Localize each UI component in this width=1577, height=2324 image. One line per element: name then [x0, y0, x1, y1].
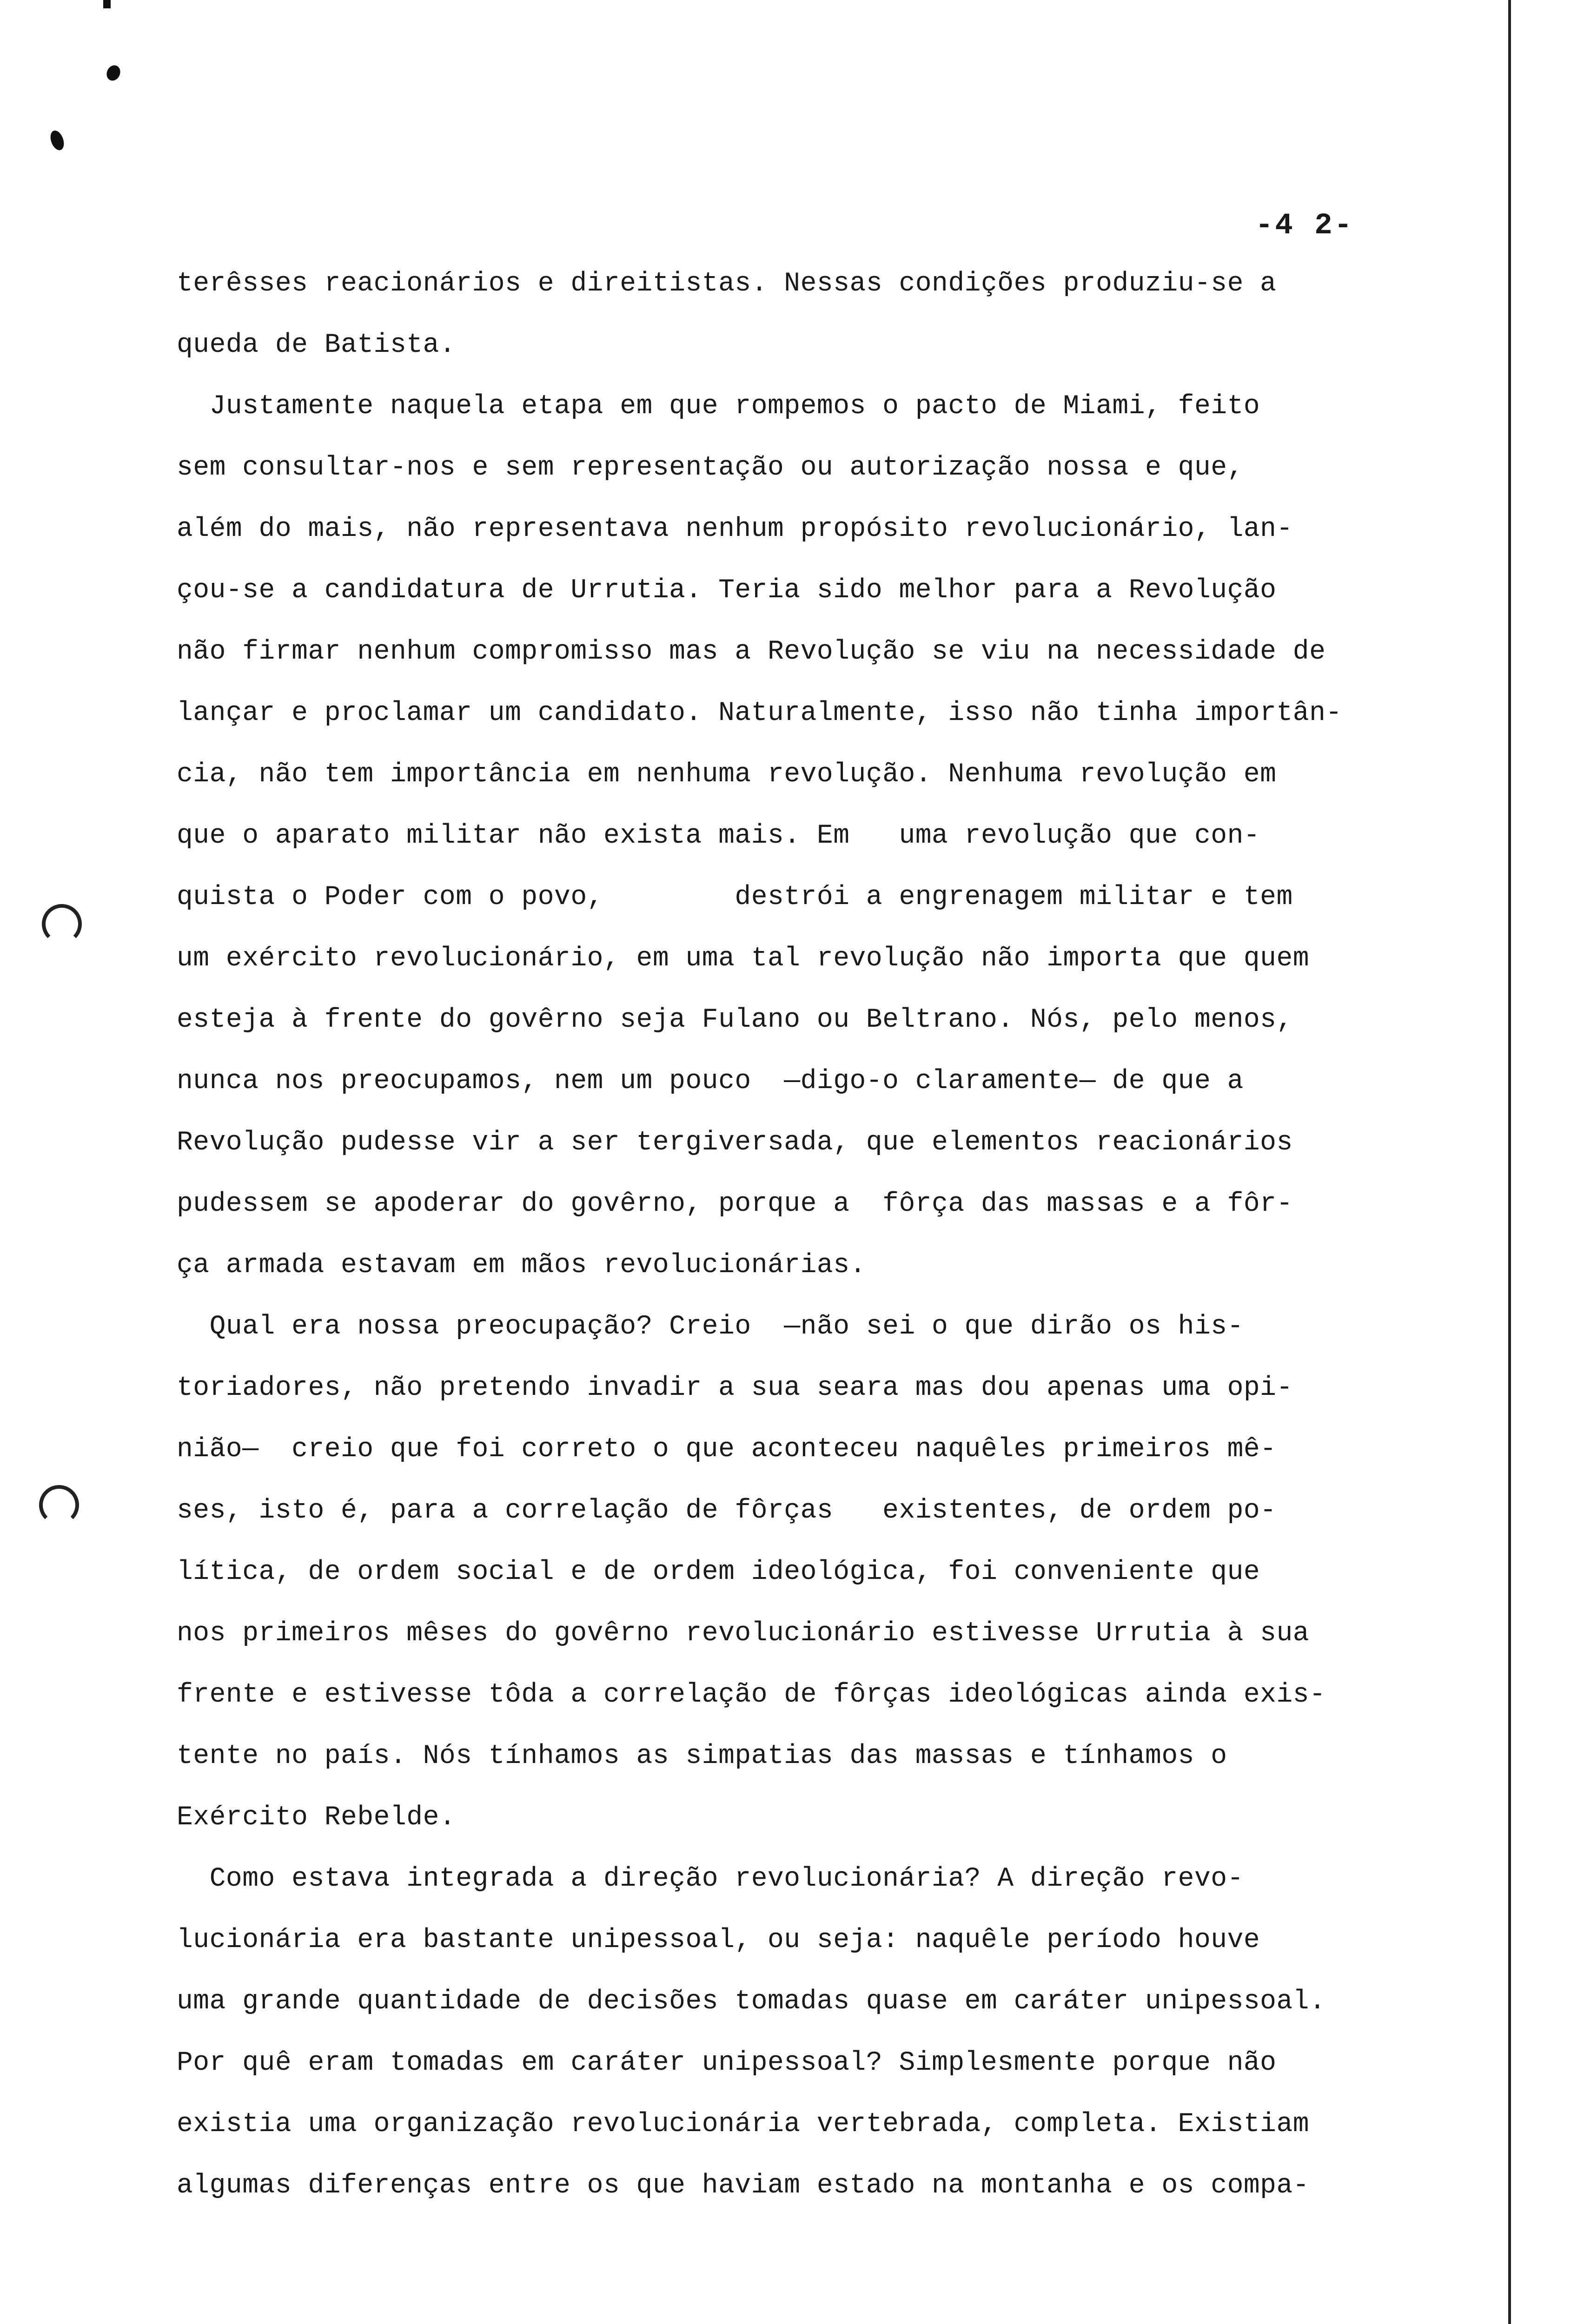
- right-margin-rule: [1508, 0, 1511, 2324]
- text-line: Por quê eram tomadas em caráter unipessoal? Simplesmente porque não: [177, 2048, 1277, 2078]
- text-line: Qual era nossa preocupação? Creio —não sei o que dirão os his-: [177, 1312, 1244, 1342]
- text-line: que o aparato militar não exista mais. Em uma revolução que con-: [177, 821, 1260, 851]
- text-line: toriadores, não pretendo invadir a sua seara mas dou apenas uma opi-: [177, 1373, 1293, 1403]
- text-line: frente e estivesse tôda a correlação de fôrças ideológicas ainda exis-: [177, 1680, 1326, 1710]
- text-line: nos primeiros mêses do govêrno revolucionário estivesse Urrutia à sua: [177, 1618, 1310, 1649]
- text-line: nião— creio que foi correto o que aconteceu naquêles primeiros mê-: [177, 1434, 1277, 1465]
- text-line: Revolução pudesse vir a ser tergiversada, que elementos reacionários: [177, 1128, 1293, 1158]
- text-line: sem consultar-nos e sem representação ou autorização nossa e que,: [177, 453, 1244, 483]
- text-line: lucionária era bastante unipessoal, ou seja: naquêle período houve: [177, 1925, 1260, 1955]
- text-line: lítica, de ordem social e de ordem ideológica, foi conveniente que: [177, 1557, 1260, 1587]
- ink-speck: [104, 63, 123, 83]
- text-line: um exército revolucionário, em uma tal revolução não importa que quem: [177, 944, 1310, 974]
- text-line: terêsses reacionários e direitistas. Nessas condições produziu-se a: [177, 269, 1277, 299]
- text-line: Exército Rebelde.: [177, 1802, 456, 1833]
- text-line: ses, isto é, para a correlação de fôrças existentes, de ordem po-: [177, 1496, 1277, 1526]
- text-line: Como estava integrada a direção revolucionária? A direção revo-: [177, 1864, 1244, 1894]
- page-number: -4 2-: [1255, 209, 1354, 243]
- text-line: algumas diferenças entre os que haviam estado na montanha e os compa-: [177, 2171, 1310, 2201]
- text-line: çou-se a candidatura de Urrutia. Teria sido melhor para a Revolução: [177, 575, 1277, 606]
- text-line: existia uma organização revolucionária vertebrada, completa. Existiam: [177, 2109, 1310, 2139]
- text-line: ça armada estavam em mãos revolucionárias.: [177, 1250, 866, 1281]
- text-line: lançar e proclamar um candidato. Naturalmente, isso não tinha importân-: [177, 698, 1342, 728]
- text-line: nunca nos preocupamos, nem um pouco —digo-o claramente— de que a: [177, 1066, 1244, 1096]
- text-line: Justamente naquela etapa em que rompemos o pacto de Miami, feito: [177, 391, 1260, 422]
- text-line: quista o Poder com o povo, destrói a engrenagem militar e tem: [177, 882, 1293, 912]
- text-line: além do mais, não representava nenhum propósito revolucionário, lan-: [177, 514, 1293, 544]
- text-line: queda de Batista.: [177, 330, 456, 360]
- text-line: esteja à frente do govêrno seja Fulano ou Beltrano. Nós, pelo menos,: [177, 1005, 1293, 1035]
- text-line: tente no país. Nós tínhamos as simpatias das massas e tínhamos o: [177, 1741, 1227, 1771]
- punch-hole-mark: [42, 904, 82, 944]
- ink-speck: [103, 0, 111, 8]
- text-line: pudessem se apoderar do govêrno, porque a fôrça das massas e a fôr-: [177, 1189, 1293, 1219]
- body-text: [177, 253, 1506, 2217]
- text-line: não firmar nenhum compromisso mas a Revolução se viu na necessidade de: [177, 637, 1326, 667]
- punch-hole-mark: [39, 1485, 79, 1525]
- ink-speck: [48, 129, 66, 152]
- text-line: cia, não tem importância em nenhuma revolução. Nenhuma revolução em: [177, 759, 1277, 790]
- text-line: uma grande quantidade de decisões tomadas quase em caráter unipessoal.: [177, 1987, 1326, 2017]
